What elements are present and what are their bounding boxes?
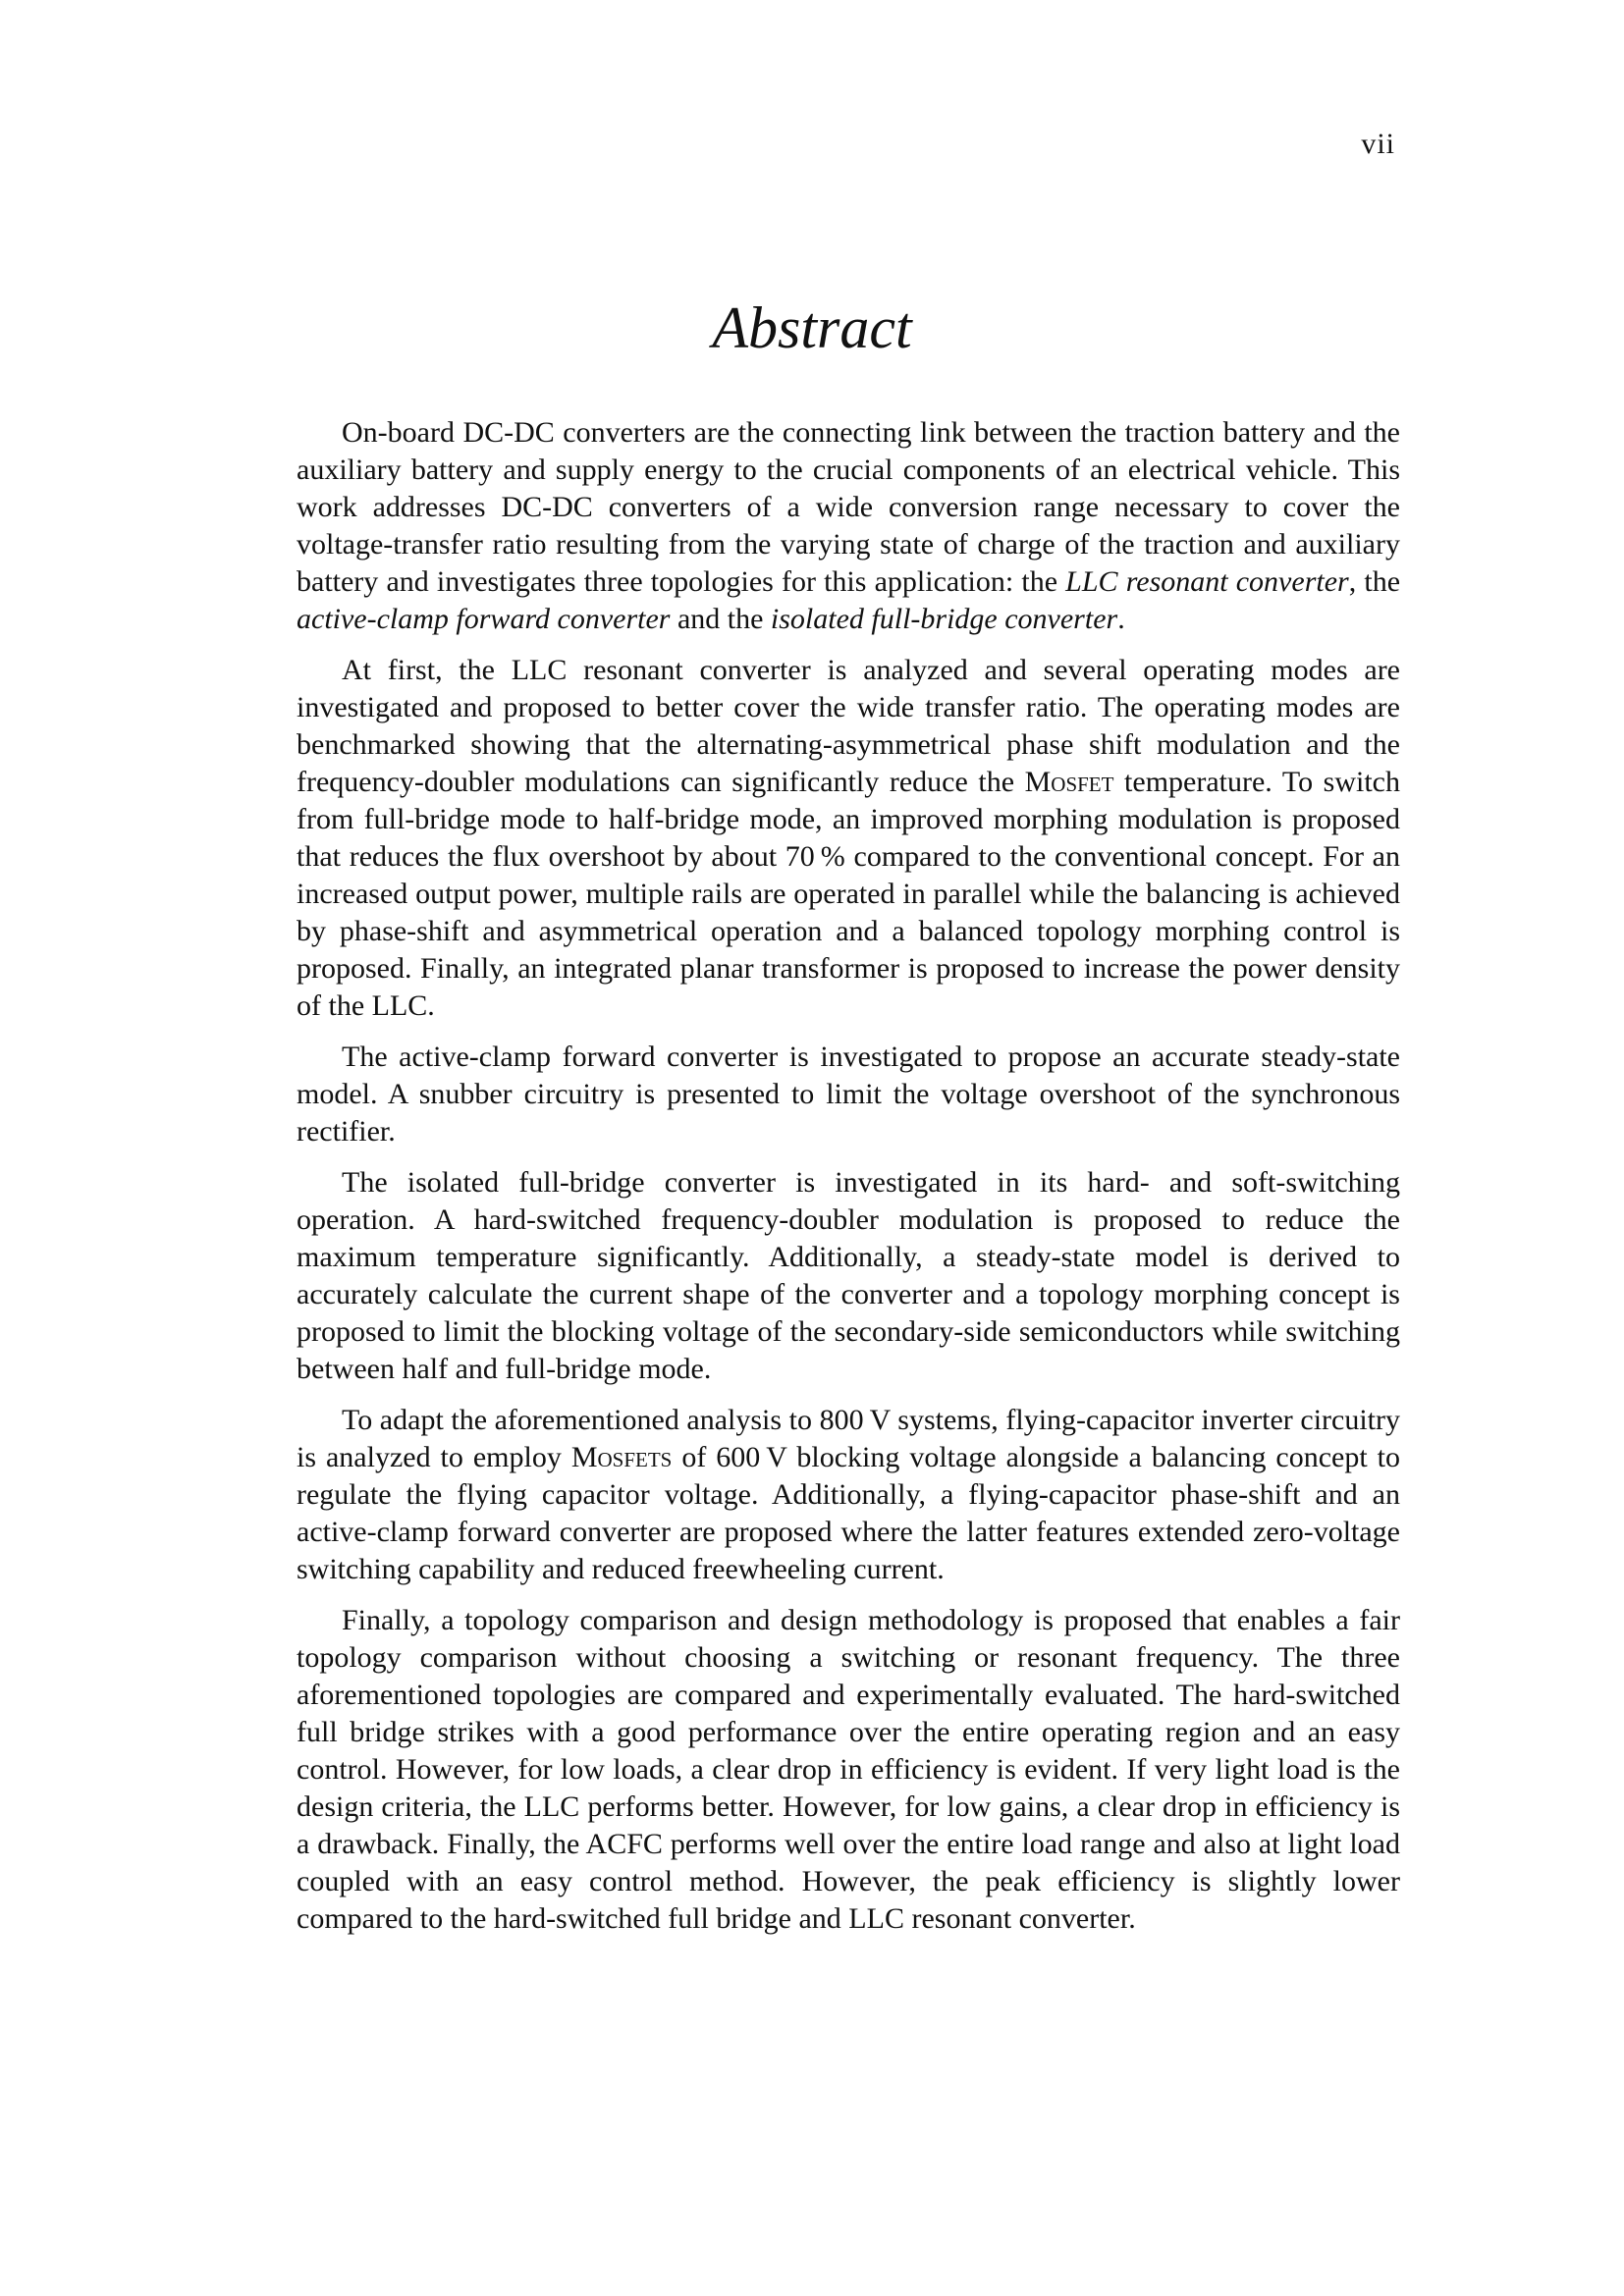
text-run: and the bbox=[670, 603, 771, 635]
paragraph bbox=[297, 1602, 1400, 1938]
italic-text: active-clamp forward converter bbox=[297, 603, 671, 635]
text-run: , the bbox=[1348, 565, 1401, 598]
text-run: The active-clamp forward converter is investigated to propose an accurate steady-state model. A snubber circuitry is presented to limit the voltage overshoot of the synchronous rectifier. bbox=[297, 1041, 1400, 1148]
paragraph bbox=[297, 1402, 1400, 1588]
small-caps-text: Mosfets bbox=[570, 1441, 673, 1473]
text-run: Finally, a topology comparison and design methodology is proposed that enables a fair topology comparison without choosing a switching or resonant frequency. The three aforementioned topologies are compared and experimentally evaluated. The hard-switched full bridge strikes with a good performance over the entire operating region and an easy control. However, for low loads, a clear drop in efficiency is evident. If very light load is the design criteria, the LLC performs better. However, for low gains, a clear drop in efficiency is a drawback. Finally, the ACFC performs well over the entire load range and also at light load coupled with an easy control method. However, the peak efficiency is slightly lower compared to the hard-switched full bridge and LLC resonant converter. bbox=[297, 1604, 1400, 1935]
page-number: vii bbox=[1361, 128, 1395, 160]
abstract-body bbox=[297, 414, 1400, 1951]
italic-text: isolated full-bridge converter bbox=[770, 603, 1118, 635]
text-run: At first, the LLC resonant converter is analyzed and several operating modes are investigated and proposed to better cover the wide transfer ratio. The operating modes are benchmarked showing that the alternating-asymmetrical phase shift modulation and the frequency-doubler modulations can significantly reduce the bbox=[297, 654, 1400, 798]
paragraph bbox=[297, 652, 1400, 1025]
text-run: The isolated full-bridge converter is investigated in its hard- and soft-switching operation. A hard-switched frequency-doubler modulation is proposed to reduce the maximum temperature significantly. Additionally, a steady-state model is derived to accurately calculate the current shape of the converter and a topology morphing concept is proposed to limit the blocking voltage of the secondary-side semiconductors while switching between half and full-bridge mode. bbox=[297, 1166, 1400, 1385]
page-title: Abstract bbox=[712, 295, 912, 360]
text-run: of 600 V blocking voltage alongside a balancing concept to regulate the flying capacitor voltage. Additionally, a flying-capacitor phase-shift and an active-clamp forward converter are proposed where the latter features extended zero-voltage switching capability and reduced freewheeling current. bbox=[297, 1441, 1400, 1585]
text-run: On-board DC-DC converters are the connecting link between the traction battery and the auxiliary battery and supply energy to the crucial components of an electrical vehicle. This work addresses DC-DC converters of a wide conversion range necessary to cover the voltage-transfer ratio resulting from the varying state of charge of the traction and auxiliary battery and investigates three topologies for this application: the bbox=[297, 416, 1400, 598]
paragraph bbox=[297, 1164, 1400, 1388]
small-caps-text: Mosfet bbox=[1024, 766, 1114, 798]
italic-text: LLC resonant converter bbox=[1065, 565, 1349, 598]
paragraph bbox=[297, 414, 1400, 638]
text-run: To adapt the aforementioned analysis to 800 V systems, flying-capacitor inverter circuitry is analyzed to employ bbox=[297, 1404, 1400, 1473]
paragraph bbox=[297, 1039, 1400, 1150]
text-run: temperature. To switch from full-bridge mode to half-bridge mode, an improved morphing modulation is proposed that reduces the flux overshoot by about 70 % compared to the conventional concept. For an increased output power, multiple rails are operated in parallel while the balancing is achieved by phase-shift and asymmetrical operation and a balanced topology morphing control is proposed. Finally, an integrated planar transformer is proposed to increase the power density of the LLC. bbox=[297, 766, 1400, 1022]
text-run: . bbox=[1117, 603, 1125, 635]
